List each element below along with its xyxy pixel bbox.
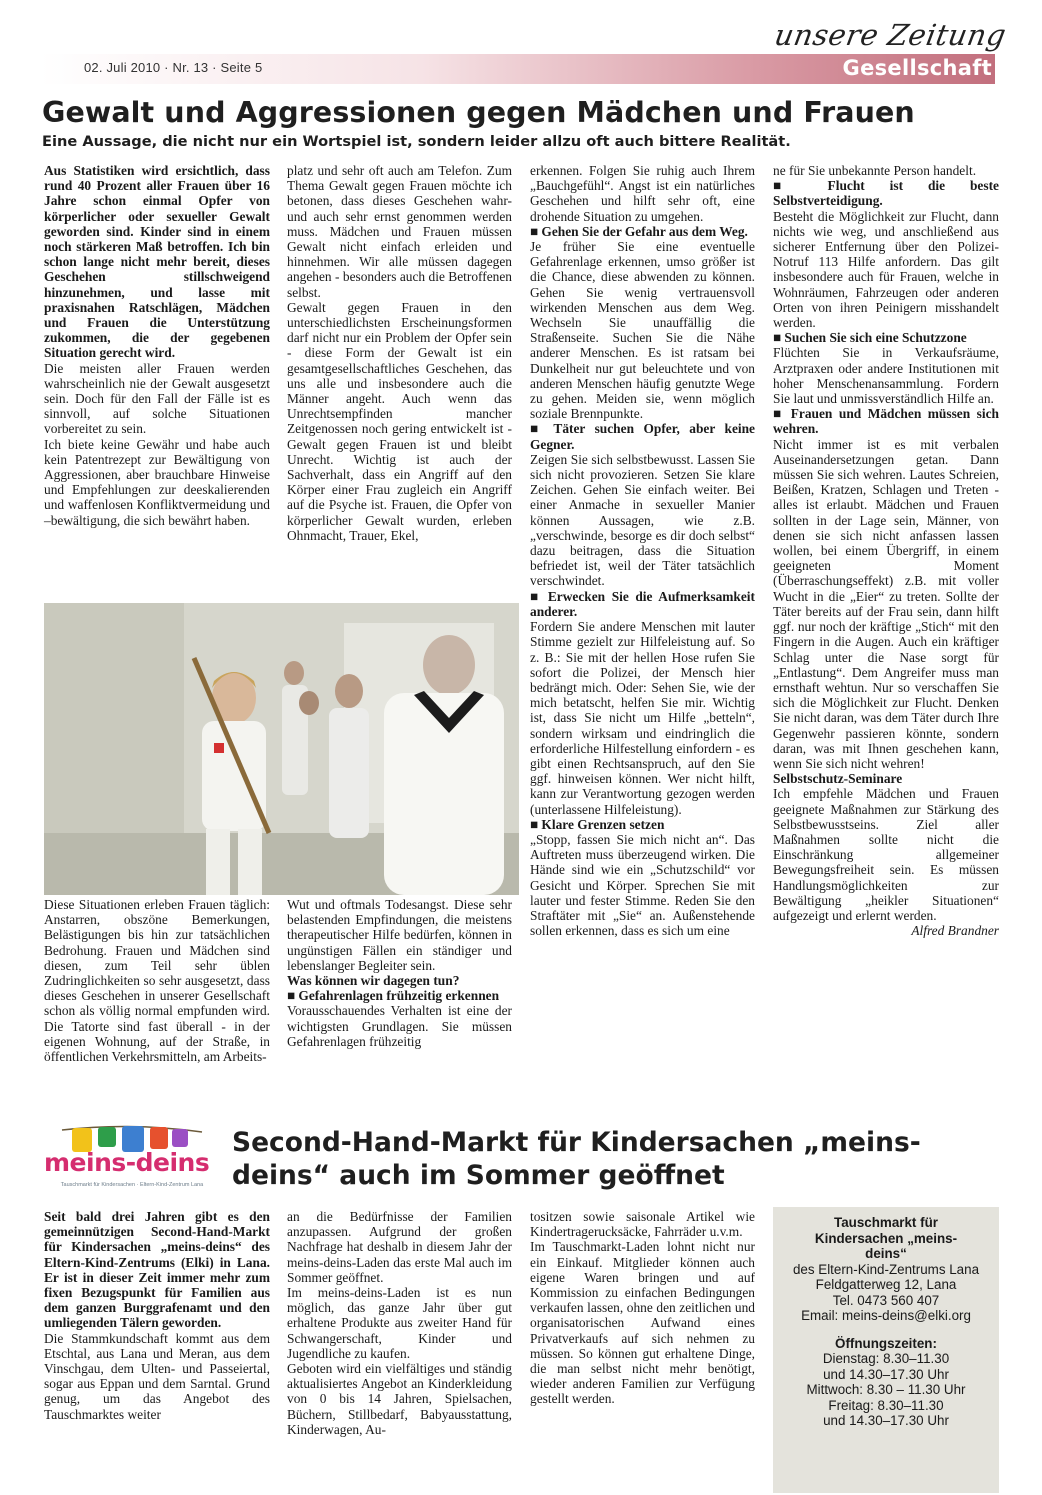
article2-column-2 xyxy=(287,1209,512,1437)
paragraph: Im Tauschmarkt-Laden lohnt nicht nur ein Einkauf. Mitglieder können auch eigene Waren bringen und auf Kommission zu einfachen Bedingungen verkaufen lassen, ohne den zeitlichen und organisatorischen Aufwand eines Privatverkaufs auf sich nehmen zu müssen. So können gut erhaltene Dinge, die man selbst nicht mehr benötigt, wieder anderen Familien zur Verfügung gestellt werden. xyxy=(530,1239,755,1407)
info-box-title: Tauschmarkt für Kindersachen „meins-deins“ xyxy=(814,1215,958,1261)
paragraph: Die Stammkundschaft kommt aus dem Etschtal, aus Lana und Meran, aus dem Vinschgau, dem Ulten- und Passeiertal, sogar aus Eppan und dem Sarntal. Grund genug, um das Angebot des Tauschmarktes weiter xyxy=(44,1330,270,1422)
opening-hours-line: Dienstag: 8.30–11.30 xyxy=(822,1351,950,1366)
self-defense-training-photo xyxy=(44,603,519,895)
subheading: ■ Suchen Sie sich eine Schutzzone xyxy=(773,330,967,346)
paragraph: an die Bedürfnisse der Familien anzupassen. Aufgrund der großen Nachfrage hat deshalb in diesem Jahr der meins-deins-Laden das erste Mal auch im Sommer geöffnet. xyxy=(287,1209,512,1285)
article2-column-3 xyxy=(530,1209,755,1407)
phone-line: Tel. 0473 560 407 xyxy=(832,1292,940,1308)
paragraph: Vorausschauendes Verhalten ist eine der wichtigsten Grundlagen. Sie müssen Gefahrenlagen frühzeitig xyxy=(287,1003,512,1049)
subheading: ■ Erwecken Sie die Aufmerksamkeit anderer. xyxy=(530,588,755,619)
opening-hours-line: und 14.30–17.30 Uhr xyxy=(823,1366,949,1382)
article-title: Second-Hand-Markt für Kindersachen „meins-deins“ auch im Sommer geöffnet xyxy=(232,1127,921,1191)
subheading: ■ Täter suchen Opfer, aber keine Gegner. xyxy=(530,421,755,452)
opening-hours-line: Freitag: 8.30–11.30 xyxy=(828,1397,944,1413)
paragraph: Zeigen Sie sich selbstbewusst. Lassen Sie sich nicht provozieren. Setzen Sie klare Zeichen. Gehen Sie einfach weiter. Bei einer Anmache in sexueller Manier können Aussagen, wie z.B. „verschwinde, besorge es dir doch selbst“ dazu beitragen, dass die Situation befriedet ist, weil der Täter tatsächlich verschwindet. xyxy=(530,451,755,589)
article-subtitle: Eine Aussage, die nicht nur ein Wortspiel ist, sondern leider allzu oft auch bittere Realität. xyxy=(42,133,791,150)
paragraph: erkennen. Folgen Sie ruhig auch Ihrem „Bauchgefühl“. Angst ist ein natürliches Geschehen und hilft sehr oft, eine drohende Situation zu umgehen. xyxy=(530,163,755,224)
paragraph: Je früher Sie eine eventuelle Gefahrenlage erkennen, umso größer ist die Chance, diese abwenden zu können. Gehen Sie wenig vertrauensvoll wirkenden Menschen aus dem Weg. Wechseln Sie unauffällig die Straßenseite. Suchen Sie die Nähe anderer Menschen. Es ist ratsam bei Dunkelheit nur gut beleuchtete und von anderen Menschen häufig genutzte Wege zu gehen. Meiden sie, wenn möglich soziale Brennpunkte. xyxy=(530,239,755,422)
photo-caption-column-2 xyxy=(287,897,512,1049)
logo-tagline: Tauschmarkt für Kindersachen · Eltern-Kind-Zentrum Lana xyxy=(60,1182,204,1188)
paragraph: ne für Sie unbekannte Person handelt. xyxy=(773,163,977,178)
paragraph: Diese Situationen erleben Frauen täglich: Anstarren, obszöne Bemerkungen, Belästigungen bis hin zur tatsächlichen Bedrohung. Frauen und Mädchen sind diesen, zum Teil sehr üblen Zudringlichkeiten so sehr ausgesetzt, dass dieses Geschehen in unserer Gesellschaft schon als völlig normal empfunden wird. Die Tatorte sind fast überall - in der eigenen Wohnung, auf der Straße, in öffentlichen Verkehrsmitteln, am Arbeits- xyxy=(44,897,270,1065)
paragraph: Fordern Sie andere Menschen mit lauter Stimme gezielt zur Hilfeleistung auf. So z. B.: Sie mit der hellen Hose rufen Sie sofort die Polizei, der Mensch hier bedrängt mich. Oder: Sehen Sie, wie der mich betatscht, helfen Sie mir. Wichtig ist, dass Sie nicht um Hilfe „betteln“, sondern wirksam und eindringlich die erforderliche Hilfestellung einfordern - es gibt einen Rechtsanspruch, auf den Sie ggf. hinweisen können. Wer nicht hilft, kann zur Verantwortung gezogen werden (unterlassene Hilfeleistung). xyxy=(530,619,755,817)
address-line: Feldgatterweg 12, Lana xyxy=(815,1277,957,1292)
paragraph: Ich empfehle Mädchen und Frauen geeignete Maßnahmen zur Stärkung des Selbstbewusstseins. Ziel aller Maßnahmen sollte nicht die Einschränkung allgemeiner Bewegungsfreiheit sein. Es müssen Handlungsmöglichkeiten zur Bewältigung „heikler Situationen“ aufgezeigt und erlernt werden. xyxy=(773,786,999,923)
article-column-4 xyxy=(773,163,999,938)
paragraph: Ich biete keine Gewähr und habe auch kein Patentrezept zur Bewältigung von Aggressionen, aber brauchbare Hinweise und Empfehlungen zur deeskalierenden und waffenlosen Konfliktvermeidung und –bewältigung, die sich bewährt haben. xyxy=(44,436,270,528)
masthead-logo: unsere Zeitung xyxy=(772,18,1009,52)
email-line: Email: meins-deins@elki.org xyxy=(801,1308,971,1323)
opening-hours-line: Mittwoch: 8.30 – 11.30 Uhr xyxy=(806,1382,966,1397)
section-label: Gesellschaft xyxy=(842,56,992,80)
paragraph: Besteht die Möglichkeit zur Flucht, dann nichts wie weg, und anschließend aus sicherer Entfernung über den Polizei-Notruf 113 Hilfe anfordern. Das gilt insbesondere auch für Frauen, welche in Wohnräumen, Fahrzeugen oder anderen Orten von ihren Peinigern misshandelt werden. xyxy=(773,208,999,331)
meins-deins-logo xyxy=(42,1120,222,1202)
paragraph: Im meins-deins-Laden ist es nun möglich, das ganze Jahr über gut erhaltene Produkte aus zweiter Hand für Schwangerschaft, Kinder und Jugendliche zu kaufen. xyxy=(287,1285,512,1361)
article-title: Gewalt und Aggressionen gegen Mädchen und Frauen xyxy=(42,96,915,129)
paragraph: Flüchten Sie in Verkaufsräume, Arztpraxen oder andere Institutionen mit hoher Menschenansammlung. Fordern Sie laut und unmissverständlich Hilfe an. xyxy=(773,345,999,407)
paragraph: Nicht immer ist es mit verbalen Auseinandersetzungen getan. Dann müssen Sie sich wehren. Lautes Schreien, Beißen, Kratzen, Schlagen und Treten - alles ist erlaubt. Mädchen und Frauen sollten in der Lage sein, Männer, von denen sie sich nicht anfassen lassen wollen, bei einem Übergriff, in einem geeigneten Moment (Überraschungseffekt) z.B. mit voller Wucht in die „Eier“ zu treten. Sollte der Täter bereits auf der Frau sein, dann hilft ggf. nur noch der kräftige „Stich“ mit den Fingern in die Augen. Auch ein kräftiger Schlag unter die Nase sorgt für „Entlastung“. Dem Angreifer muss man ernsthaft wehtun. Nur so verschaffen Sie sich die Möglichkeit zur Flucht. Denken Sie nicht daran, was dem Täter durch Ihre Gegenwehr passieren könnte, sondern daran, was mit Ihnen geschehen kann, wenn Sie sich nicht wehren! xyxy=(773,436,999,771)
paragraph: Geboten wird ein vielfältiges und ständig aktualisiertes Angebot an Kinderkleidung von 0 bis 14 Jahren, Spielsachen, Büchern, Stillbedarf, Babyausstattung, Kinderwagen, Au- xyxy=(287,1361,512,1437)
paragraph: „Stopp, fassen Sie mich nicht an“. Das Auftreten muss überzeugend wirken. Die Hände sind wie ein „Schutzschild“ vor Gesicht und Körper. Sprechen Sie mit lauter und fester Stimme. Reden Sie den Straftäter mit „Sie“ an. Außenstehende sollen erkennen, dass es sich um eine xyxy=(530,831,755,939)
article-photo xyxy=(44,603,519,895)
paragraph: tositzen sowie saisonale Artikel wie Kindertragerucksäcke, Fahrräder u.v.m. xyxy=(530,1209,755,1240)
opening-hours-line: und 14.30–17.30 Uhr xyxy=(823,1413,949,1428)
info-box-line: des Eltern-Kind-Zentrums Lana xyxy=(792,1261,980,1277)
subheading: Was können wir dagegen tun? xyxy=(287,973,460,989)
subheading: Selbstschutz-Seminare xyxy=(773,771,903,787)
article-column-3 xyxy=(530,163,755,938)
logo-wordmark: meins-deins xyxy=(44,1148,210,1177)
paragraph: Gewalt gegen Frauen in den unterschiedlichsten Erscheinungsformen darf nicht nur ein Problem der Opfer sein - diese Form der Gewalt ist ein gesamtgesellschaftliches Geschehen, das uns alle und insbesondere auch die Männer angeht. Auch wenn das Unrechtsempfinden mancher Zeitgenossen noch gering entwickelt ist - Gewalt gegen Frauen ist und bleibt Unrecht. Wichtig ist auch der Sachverhalt, dass ein Angriff auf den Körper einer Frau zugleich ein Angriff auf die Psyche ist. Frauen, die Opfer von körperlicher Gewalt wurden, erleben Ohnmacht, Trauer, Ekel, xyxy=(287,299,512,543)
info-box xyxy=(773,1207,999,1493)
lead-paragraph: Seit bald drei Jahren gibt es den gemeinnützigen Second-Hand-Markt für Kindersachen „meins-deins“ des Eltern-Kind-Zentrums (Elki) in Lana. Er ist in dieser Zeit immer mehr zum fixen Bezugspunkt für Familien aus dem ganzen Burggrafenamt und den umliegenden Tälern geworden. xyxy=(44,1209,270,1331)
subheading: ■ Gefahrenlagen frühzeitig erkennen xyxy=(287,988,500,1004)
subheading: ■ Flucht ist die beste Selbstverteidigung. xyxy=(773,178,999,209)
photo-caption-column-1 xyxy=(44,897,270,1064)
opening-hours-title: Öffnungszeiten: xyxy=(835,1335,937,1351)
article-column-2 xyxy=(287,163,512,543)
article2-column-1 xyxy=(44,1209,270,1422)
author-signature: Alfred Brandner xyxy=(911,923,999,939)
subheading: ■ Gehen Sie der Gefahr aus dem Weg. xyxy=(530,223,748,239)
subheading: ■ Frauen und Mädchen müssen sich wehren. xyxy=(773,406,999,437)
paragraph: Wut und oftmals Todesangst. Diese sehr belastenden Empfindungen, die meistens therapeutischer Hilfe bedürfen, können in ungünstigen Fällen ein ständiger und lebenslanger Begleiter sein. xyxy=(287,897,512,973)
paragraph: Die meisten aller Frauen werden wahrscheinlich nie der Gewalt ausgesetzt sein. Doch für den Fall der Fälle ist es sinnvoll, auf solche Situationen vorbereitet zu sein. xyxy=(44,360,270,437)
paragraph: platz und sehr oft auch am Telefon. Zum Thema Gewalt gegen Frauen möchte ich betonen, dass dieses Geschehen wahr- und auch sehr ernst genommen werden muss. Mädchen und Frauen müssen Gewalt nicht einfach erleiden und hinnehmen. Wir alle müssen dagegen angehen - besonders auch die Betroffenen selbst. xyxy=(287,163,512,300)
issue-date-line: 02. Juli 2010 · Nr. 13 · Seite 5 xyxy=(84,60,263,75)
subheading: ■ Klare Grenzen setzen xyxy=(530,816,665,832)
article-column-1 xyxy=(44,163,270,528)
lead-paragraph: Aus Statistiken wird ersichtlich, dass rund 40 Prozent aller Frauen über 16 Jahre schon einmal Opfer von körperlicher oder sexueller Gewalt geworden sind. Kinder sind in einem noch stärkeren Maß betroffen. Ich bin schon lange nicht mehr bereit, dieses Geschehen stillschweigend hinzunehmen, und lasse mit praxisnahen Ratschlägen, Mädchen und Frauen die Unterstützung zukommen, die der gegebenen Situation gerecht wird. xyxy=(44,163,270,361)
